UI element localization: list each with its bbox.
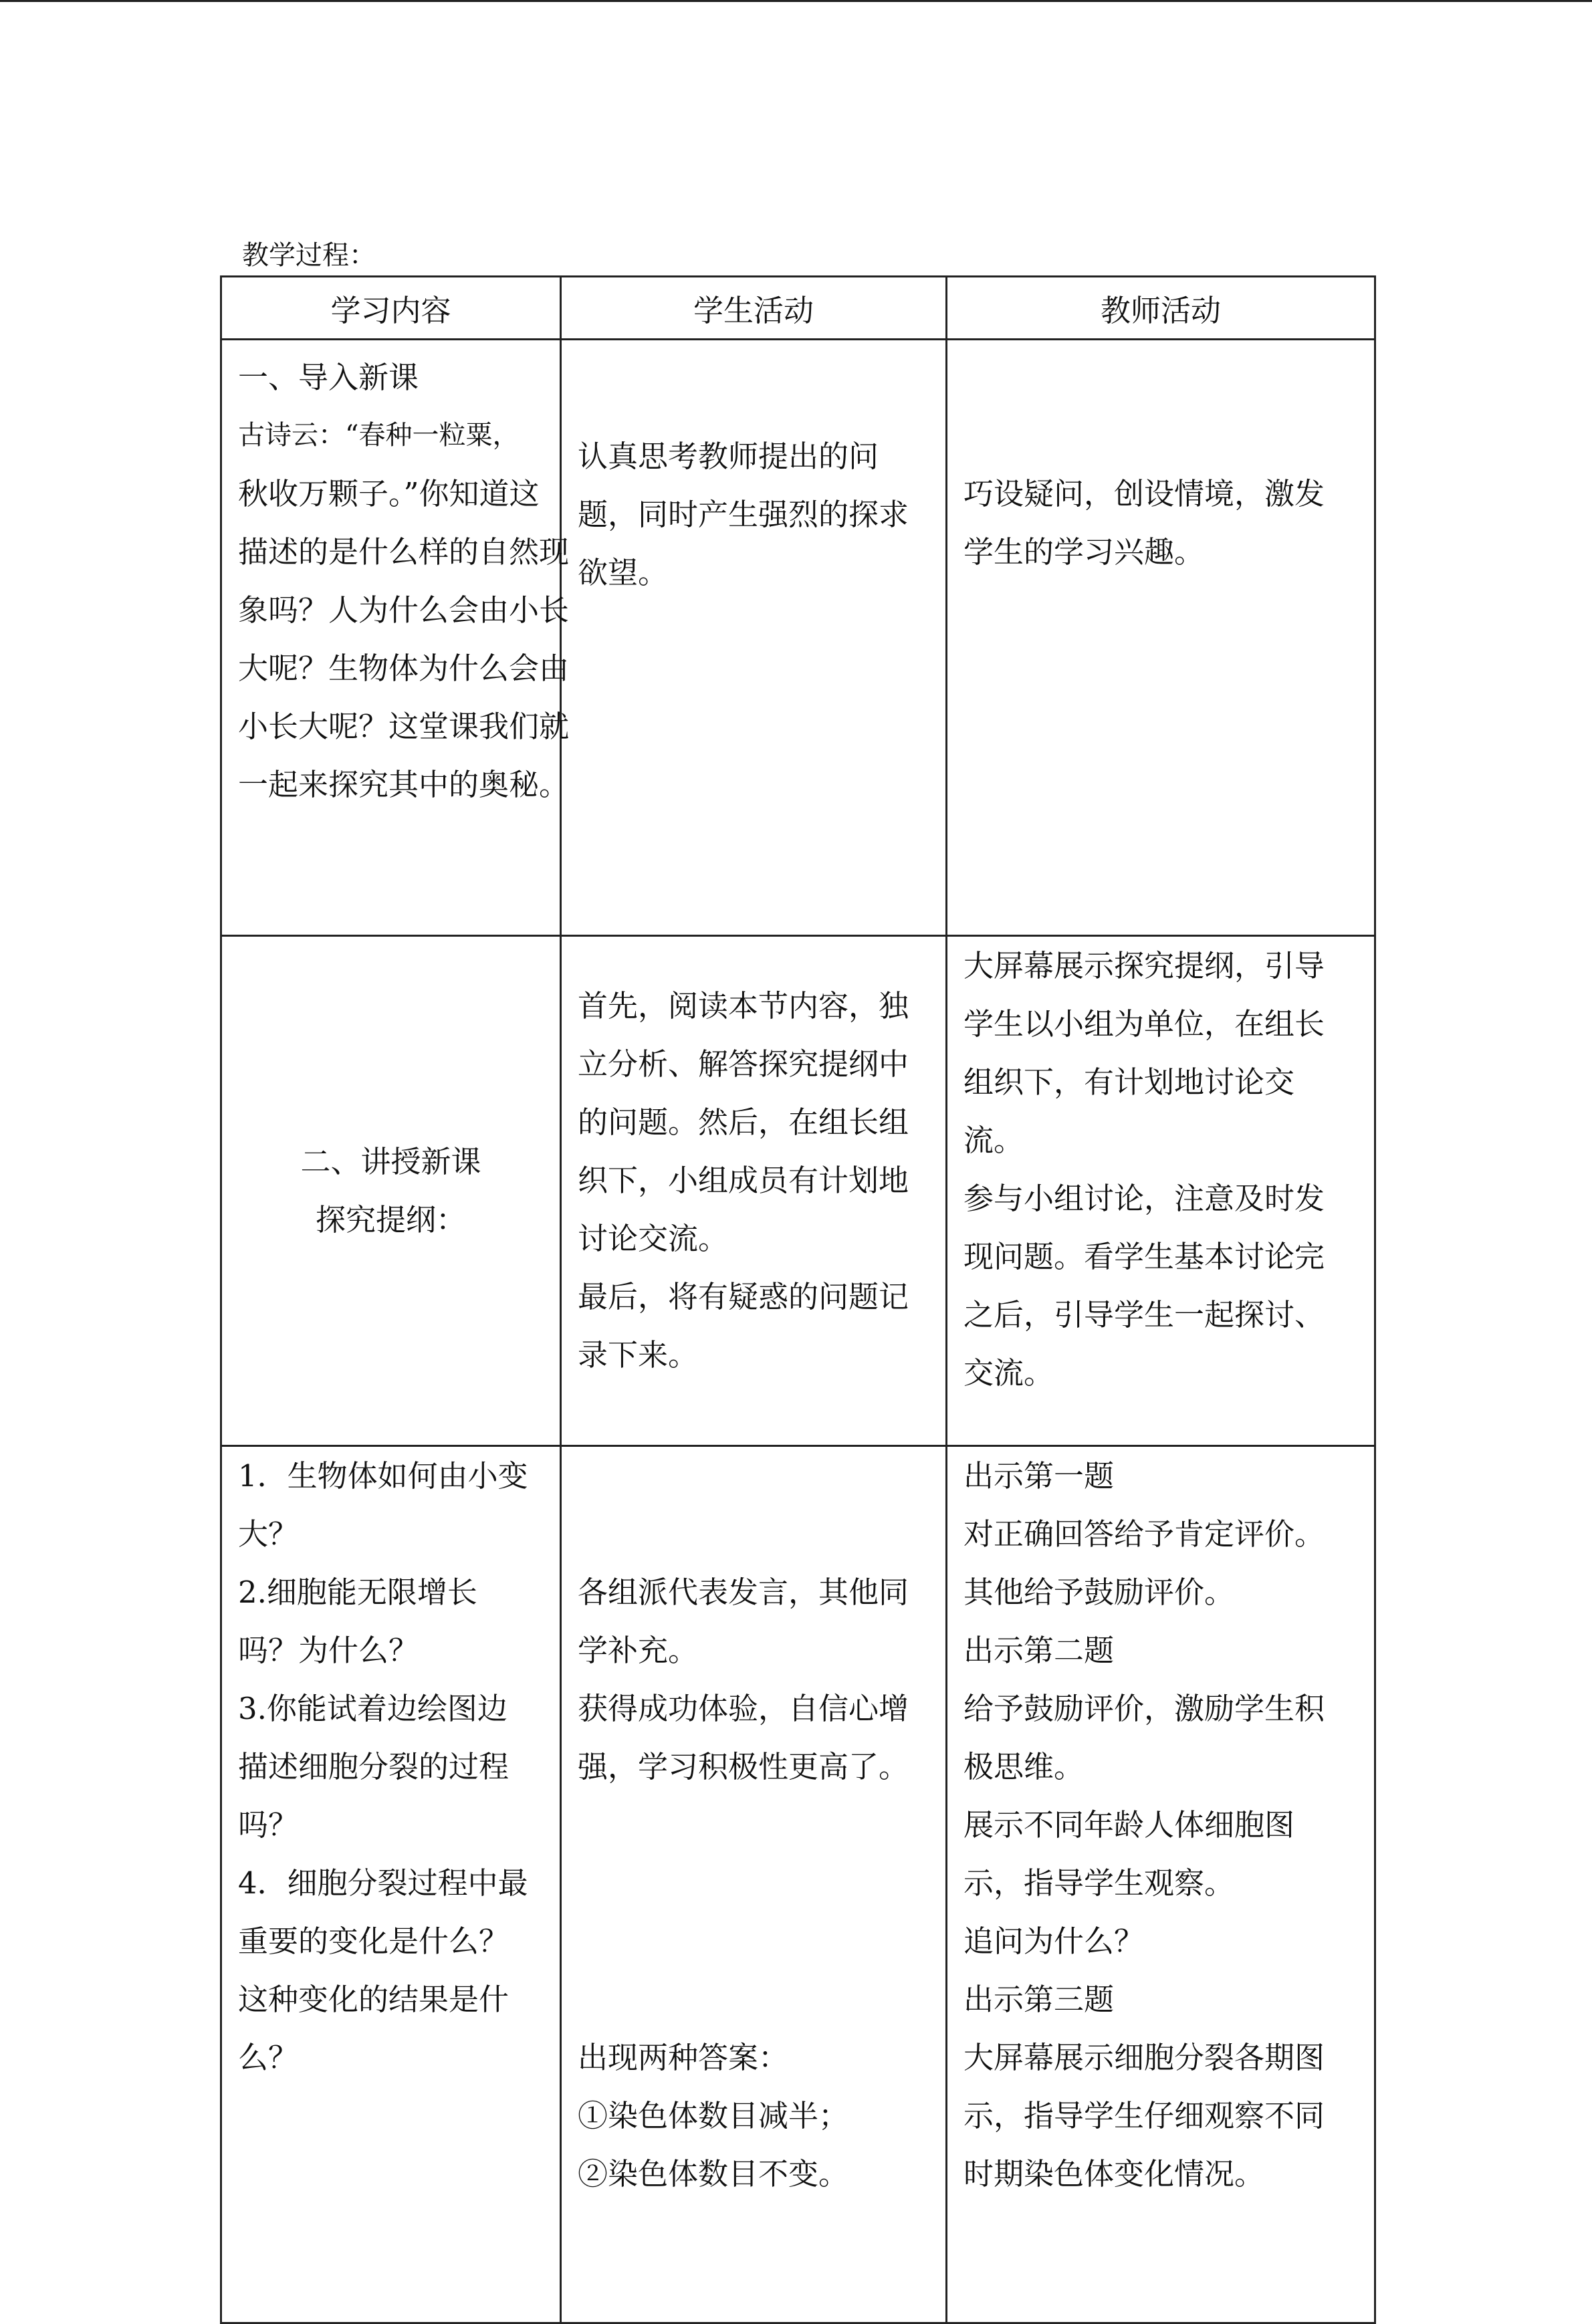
- cell-line: 对正确回答给予肯定评价。: [963, 1516, 1325, 1552]
- cell-line: 秋收万颗子。”你知道这: [238, 476, 540, 511]
- cell-line: 4．细胞分裂过程中最: [238, 1865, 528, 1901]
- content-cell: [221, 936, 561, 1446]
- cell-line: 示，指导学生仔细观察不同: [963, 2098, 1325, 2133]
- cell-line: 示，指导学生观察。: [963, 1865, 1235, 1901]
- cell-line: 给予鼓励评价，激励学生积: [963, 1691, 1325, 1726]
- cell-line: 么？: [238, 2040, 299, 2075]
- cell-line: 讨论交流。: [578, 1221, 729, 1256]
- teacher-activity-cell: [947, 340, 1375, 936]
- cell-line: 题，同时产生强烈的探求: [578, 497, 909, 532]
- cell-line: 强，学习积极性更高了。: [578, 1749, 909, 1784]
- cell-line: 认真思考教师提出的问: [578, 439, 879, 474]
- teacher-activity-cell: [947, 1446, 1375, 2323]
- cell-line: 重要的变化是什么？: [238, 1924, 509, 1959]
- cell-line: 的问题。然后，在组长组: [578, 1105, 909, 1140]
- cell-line: 巧设疑问，创设情境，激发: [963, 476, 1325, 511]
- lesson-table: [220, 275, 1376, 2324]
- cell-line: ②染色体数目不变。: [578, 2156, 849, 2192]
- cell-line: 展示不同年龄人体细胞图: [963, 1807, 1295, 1843]
- cell-line: 出示第二题: [963, 1633, 1115, 1668]
- cell-line: 最后，将有疑惑的问题记: [578, 1279, 909, 1314]
- page-top-border: [0, 0, 1592, 2]
- cell-line: 首先，阅读本节内容，独: [578, 988, 909, 1024]
- cell-line: 2.细胞能无限增长: [238, 1575, 477, 1610]
- cell-line: 流。: [963, 1123, 1024, 1158]
- cell-line: 欲望。: [578, 555, 669, 590]
- cell-line: 3.你能试着边绘图边: [238, 1691, 507, 1726]
- cell-line: 获得成功体验，自信心增: [578, 1691, 909, 1726]
- table-header-row: [221, 277, 1375, 340]
- cell-line: 之后，引导学生一起探讨、: [963, 1297, 1325, 1332]
- cell-line: 描述的是什么样的自然现: [238, 534, 570, 570]
- cell-line: 各组派代表发言，其他同: [578, 1575, 909, 1610]
- content-cell: [221, 1446, 561, 2323]
- cell-line: 描述细胞分裂的过程: [238, 1749, 509, 1784]
- cell-line: 这种变化的结果是什: [238, 1982, 509, 2017]
- cell-line: 学生以小组为单位，在组长: [963, 1006, 1325, 1042]
- column-header-content: 学习内容: [221, 277, 561, 340]
- cell-line: 录下来。: [578, 1337, 699, 1373]
- cell-line: 吗？: [238, 1807, 299, 1843]
- cell-line: 出示第三题: [963, 1982, 1115, 2017]
- cell-line: 出现两种答案：: [578, 2040, 789, 2075]
- cell-line: 时期染色体变化情况。: [963, 2156, 1265, 2192]
- section-heading: 教学过程：: [242, 240, 376, 271]
- cell-line: 大呢？生物体为什么会由: [238, 651, 570, 686]
- cell-line: 吗？为什么？: [238, 1633, 419, 1668]
- cell-line: 追问为什么？: [963, 1924, 1145, 1959]
- cell-line: 1．生物体如何由小变: [238, 1458, 528, 1494]
- student-activity-cell: [561, 1446, 947, 2323]
- table-row: [221, 936, 1375, 1446]
- table-row: [221, 1446, 1375, 2323]
- table-row: [221, 340, 1375, 936]
- student-activity-cell: [561, 340, 947, 936]
- cell-line: 极思维。: [963, 1749, 1085, 1784]
- cell-line: ①染色体数目减半；: [578, 2098, 849, 2133]
- cell-line: 织下，小组成员有计划地: [578, 1163, 909, 1198]
- cell-line: 古诗云：“春种一粒粟，: [238, 420, 520, 451]
- cell-line: 象吗？人为什么会由小长: [238, 592, 570, 628]
- cell-line: 交流。: [963, 1355, 1054, 1391]
- cell-line: 学补充。: [578, 1633, 699, 1668]
- cell-line: 出示第一题: [963, 1458, 1115, 1494]
- cell-line: 小长大呢？这堂课我们就: [238, 709, 570, 744]
- column-header-teacher: 教师活动: [947, 277, 1375, 340]
- cell-line: 其他给予鼓励评价。: [963, 1575, 1235, 1610]
- cell-line: 参与小组讨论，注意及时发: [963, 1181, 1325, 1216]
- student-activity-cell: [561, 936, 947, 1446]
- cell-line: 现问题。看学生基本讨论完: [963, 1239, 1325, 1274]
- content-cell: [221, 340, 570, 936]
- cell-line: 组织下，有计划地讨论交: [963, 1064, 1295, 1100]
- cell-line: 一起来探究其中的奥秘。: [238, 767, 570, 802]
- teacher-activity-cell: [947, 936, 1375, 1446]
- cell-line: 二、讲授新课: [300, 1144, 481, 1179]
- cell-spacer: [578, 1796, 929, 2028]
- cell-line: 学生的学习兴趣。: [963, 534, 1205, 570]
- cell-line: 大屏幕展示探究提纲，引导: [963, 948, 1325, 983]
- cell-line: 探究提纲：: [315, 1202, 466, 1238]
- cell-line: 大屏幕展示细胞分裂各期图: [963, 2040, 1325, 2075]
- cell-line: 立分析、解答探究提纲中: [578, 1046, 909, 1082]
- column-header-student: 学生活动: [561, 277, 947, 340]
- cell-line: 大？: [238, 1516, 299, 1552]
- cell-title: 一、导入新课: [238, 360, 419, 395]
